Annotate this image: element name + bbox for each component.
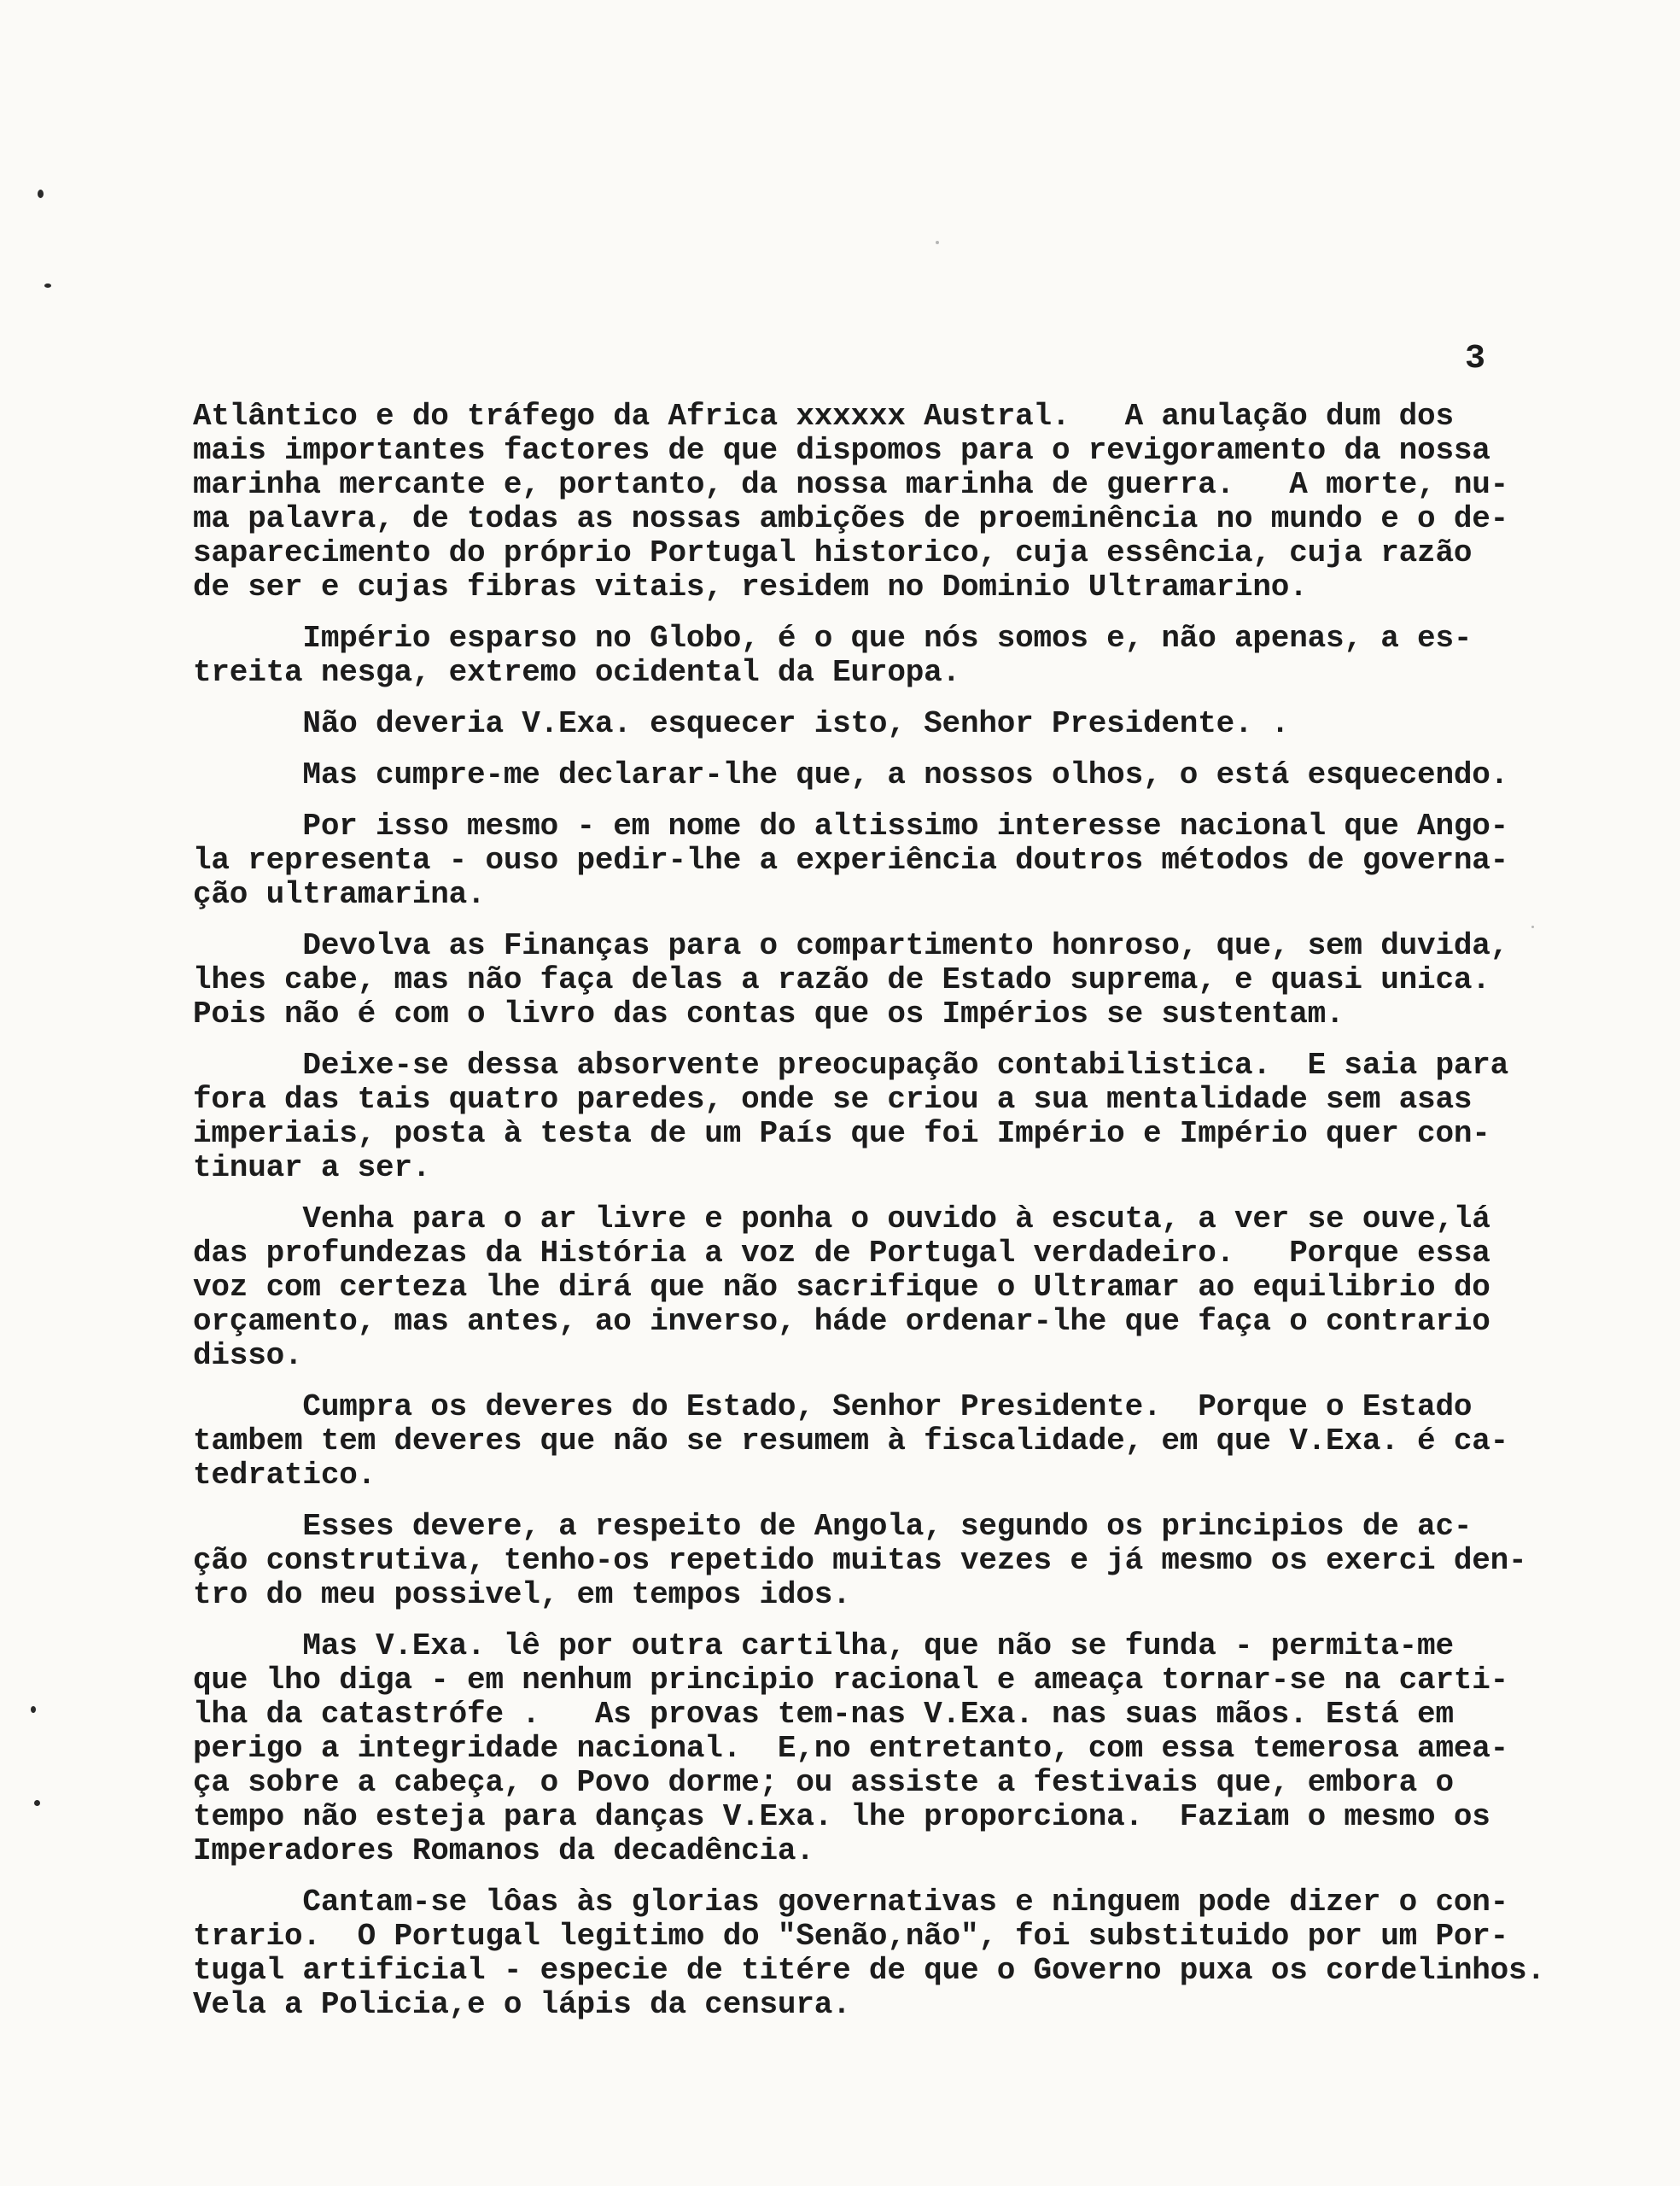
text-line: Mas V.Exa. lê por outra cartilha, que não se funda - permita-me <box>193 1628 1454 1663</box>
text-line: ça sobre a cabeça, o Povo dorme; ou assiste a festivais que, embora o <box>193 1765 1454 1800</box>
text-line: fora das tais quatro paredes, onde se criou a sua mentalidade sem asas <box>193 1082 1473 1117</box>
text-line: tinuar a ser. <box>193 1150 431 1185</box>
text-line: Devolva as Finanças para o compartimento honroso, que, sem duvida, <box>193 928 1509 963</box>
text-line: marinha mercante e, portanto, da nossa marinha de guerra. A morte, nu- <box>193 467 1509 502</box>
page-number: 3 <box>1465 340 1486 378</box>
text-line: Imperadores Romanos da decadência. <box>193 1833 814 1868</box>
text-line: ção construtiva, tenho-os repetido muitas vezes e já mesmo os exerci den- <box>193 1543 1527 1578</box>
text-line: ção ultramarina. <box>193 877 486 912</box>
margin-mark <box>38 190 44 198</box>
text-line: lha da catastrófe . As provas tem-nas V.Exa. nas suas mãos. Está em <box>193 1697 1454 1732</box>
text-line: tempo não esteja para danças V.Exa. lhe proporciona. Faziam o mesmo os <box>193 1799 1490 1834</box>
paper-speck <box>1531 926 1534 928</box>
paragraph <box>193 1049 1525 1185</box>
paragraph <box>193 758 1525 792</box>
margin-mark <box>34 1800 40 1806</box>
text-line: voz com certeza lhe dirá que não sacrifique o Ultramar ao equilibrio do <box>193 1270 1490 1305</box>
margin-mark <box>44 283 51 288</box>
paragraph <box>193 929 1525 1032</box>
paragraph <box>193 1510 1525 1612</box>
text-line: Mas cumpre-me declarar-lhe que, a nossos olhos, o está esquecendo. <box>193 757 1509 792</box>
text-line: tro do meu possivel, em tempos idos. <box>193 1577 851 1612</box>
margin-mark <box>31 1706 36 1713</box>
paragraph <box>193 1202 1525 1373</box>
text-line: mais importantes factores de que dispomos para o revigoramento da nossa <box>193 433 1490 468</box>
text-line: tugal artificial - especie de titére de que o Governo puxa os cordelinhos. <box>193 1953 1545 1988</box>
paragraph <box>193 622 1525 690</box>
text-line: Cumpra os deveres do Estado, Senhor Presidente. Porque o Estado <box>193 1389 1473 1424</box>
text-line: disso. <box>193 1338 303 1373</box>
text-line: tambem tem deveres que não se resumem à fiscalidade, em que V.Exa. é ca- <box>193 1423 1509 1458</box>
paragraph <box>193 1390 1525 1493</box>
paragraph <box>193 1885 1545 2022</box>
text-line: lhes cabe, mas não faça delas a razão de Estado suprema, e quasi unica. <box>193 962 1490 997</box>
text-line: Cantam-se lôas às glorias governativas e ninguem pode dizer o con- <box>193 1885 1509 1920</box>
paragraph <box>193 707 1525 741</box>
paragraph <box>193 400 1525 605</box>
text-line: tedratico. <box>193 1458 376 1493</box>
text-line: trario. O Portugal legitimo do "Senão,não", foi substituido por um Por- <box>193 1919 1509 1954</box>
text-line: ma palavra, de todas as nossas ambições de proeminência no mundo e o de- <box>193 501 1509 536</box>
text-line: Império esparso no Globo, é o que nós somos e, não apenas, a es- <box>193 621 1473 656</box>
text-line: saparecimento do próprio Portugal historico, cuja essência, cuja razão <box>193 535 1473 570</box>
text-line: la representa - ouso pedir-lhe a experiência doutros métodos de governa- <box>193 843 1509 878</box>
text-line: Pois não é com o livro das contas que os Impérios se sustentam. <box>193 997 1345 1032</box>
paragraph <box>193 810 1525 912</box>
text-line: Esses devere, a respeito de Angola, segundo os principios de ac- <box>193 1509 1473 1544</box>
text-line: Atlântico e do tráfego da Africa xxxxxx Austral. A anulação dum dos <box>193 399 1454 434</box>
paragraph <box>193 1629 1525 1868</box>
text-line: de ser e cujas fibras vitais, residem no Dominio Ultramarino. <box>193 570 1308 605</box>
text-line: orçamento, mas antes, ao inverso, háde ordenar-lhe que faça o contrario <box>193 1304 1490 1339</box>
text-line: Não deveria V.Exa. esquecer isto, Senhor Presidente. . <box>193 706 1290 741</box>
text-line: Vela a Policia,e o lápis da censura. <box>193 1987 851 2022</box>
letter-body <box>193 399 1545 2039</box>
text-line: imperiais, posta à testa de um País que foi Império e Império quer con- <box>193 1116 1490 1151</box>
text-line: Deixe-se dessa absorvente preocupação contabilistica. E saia para <box>193 1048 1509 1083</box>
text-line: das profundezas da História a voz de Portugal verdadeiro. Porque essa <box>193 1236 1490 1271</box>
text-line: Venha para o ar livre e ponha o ouvido à escuta, a ver se ouve,lá <box>193 1201 1490 1236</box>
text-line: perigo a integridade nacional. E,no entretanto, com essa temerosa amea- <box>193 1731 1509 1766</box>
text-line: que lho diga - em nenhum principio racional e ameaça tornar-se na carti- <box>193 1663 1509 1698</box>
text-line: treita nesga, extremo ocidental da Europa. <box>193 655 960 690</box>
paper-speck <box>936 241 939 244</box>
text-line: Por isso mesmo - em nome do altissimo interesse nacional que Ango- <box>193 809 1509 844</box>
